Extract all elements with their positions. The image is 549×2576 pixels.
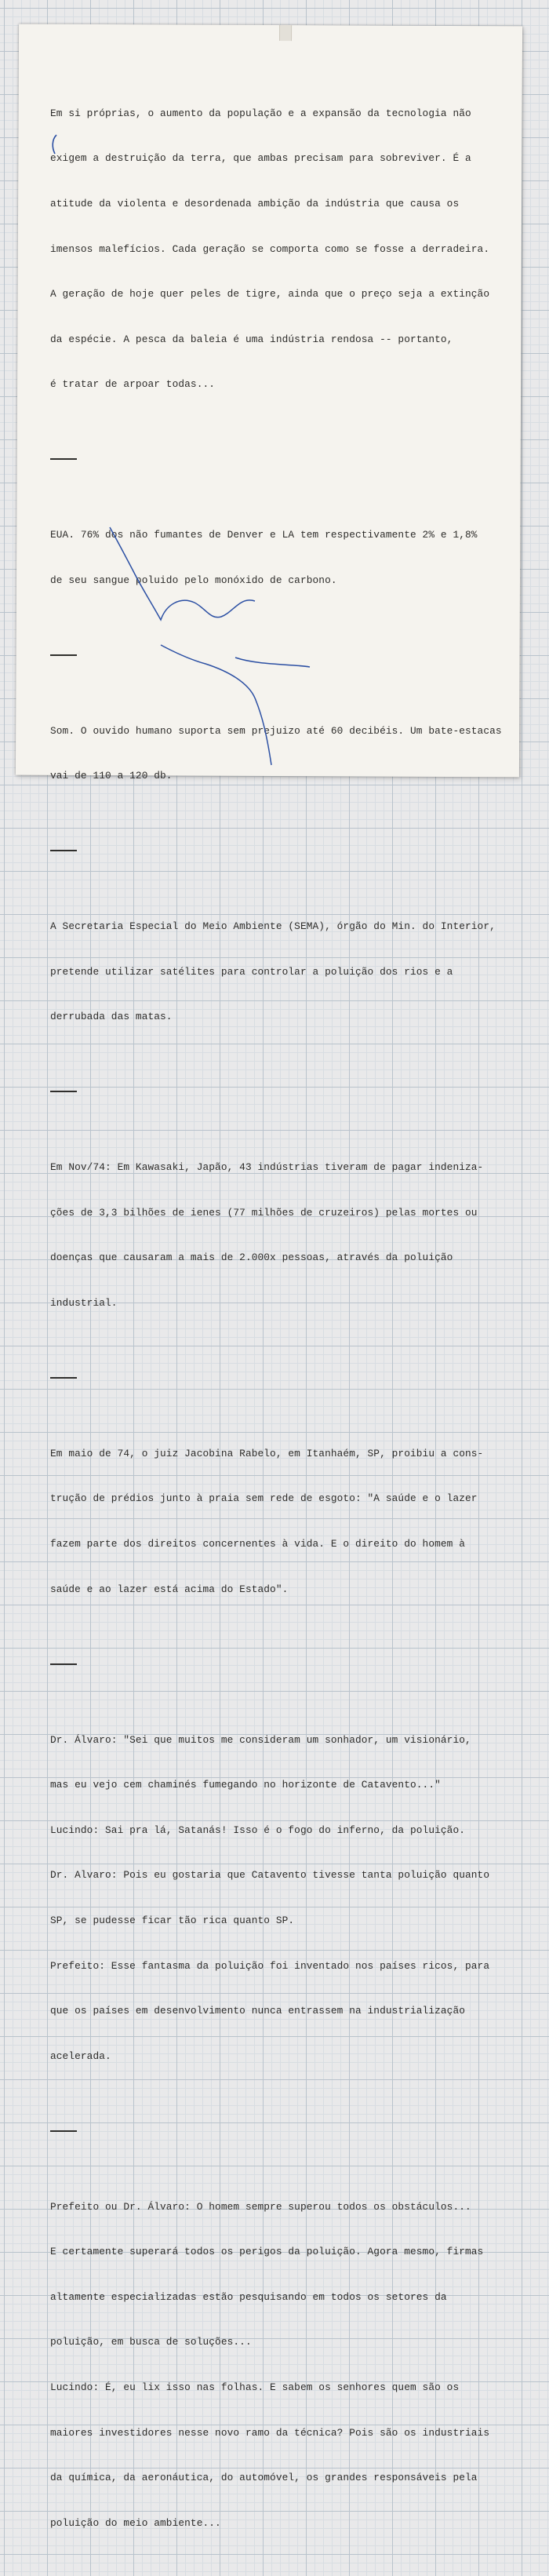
section-divider	[50, 2130, 77, 2132]
paper-tear-notch	[279, 25, 292, 41]
text-line: saúde e ao lazer está acima do Estado".	[50, 1583, 289, 1595]
text-line: vai de 110 a 120 db.	[50, 770, 173, 782]
text-line: da espécie. A pesca da baleia é uma indústria rendosa -- portanto,	[50, 333, 453, 345]
section-divider	[50, 654, 77, 656]
text-line: Prefeito ou Dr. Álvaro: O homem sempre superou todos os obstáculos...	[50, 2200, 471, 2213]
text-line: de seu sangue poluido pelo monóxido de carbono.	[50, 574, 337, 586]
text-line: que os países em desenvolvimento nunca entrassem na industrialização	[50, 2005, 465, 2017]
text-line: EUA. 76% dos não fumantes de Denver e LA tem respectivamente 2% e 1,8%	[50, 529, 478, 541]
section-divider	[50, 458, 77, 460]
text-line: atitude da violenta e desordenada ambição da indústria que causa os	[50, 198, 460, 210]
text-line: doenças que causaram a mais de 2.000x pessoas, através da poluição	[50, 1252, 453, 1264]
text-line: A geração de hoje quer peles de tigre, ainda que o preço seja a extinção	[50, 288, 490, 301]
text-line: Lucindo: É, eu lix isso nas folhas. E sabem os senhores quem são os	[50, 2381, 460, 2394]
paragraph-kawasaki	[50, 1130, 489, 1341]
text-line: ções de 3,3 bilhões de ienes (77 milhões de cruzeiros) pelas mortes ou	[50, 1206, 478, 1219]
text-line: Lucindo: Sai pra lá, Satanás! Isso é o fogo do inferno, da poluição.	[50, 1824, 465, 1836]
text-line: E certamente superará todos os perigos da poluição. Agora mesmo, firmas	[50, 2246, 484, 2258]
paragraph-sema	[50, 889, 496, 1055]
text-line: fazem parte dos direitos concernentes à vida. E o direito do homem à	[50, 1538, 465, 1550]
text-line: altamente especializadas estão pesquisando em todos os setores da	[50, 2290, 447, 2303]
text-line: acelerada.	[50, 2050, 111, 2062]
text-line: mas eu vejo cem chaminés fumegando no horizonte de Catavento..."	[50, 1779, 441, 1791]
paragraph-eua	[50, 497, 489, 618]
paragraph-som	[50, 693, 502, 814]
text-line: Som. O ouvido humano suporta sem prejuizo até 60 decibéis. Um bate-estacas	[50, 724, 502, 737]
text-line: poluição do meio ambiente...	[50, 2516, 221, 2529]
text-line: exigem a destruição da terra, que ambas precisam para sobreviver. É a	[50, 152, 471, 165]
text-line: da química, da aeronáutica, do automóvel, os grandes responsáveis pela	[50, 2472, 478, 2484]
text-line: A Secretaria Especial do Meio Ambiente (SEMA), órgão do Min. do Interior,	[50, 920, 496, 933]
text-line: Prefeito: Esse fantasma da poluição foi inventado nos países ricos, para	[50, 1959, 490, 1972]
text-line: Em Nov/74: Em Kawasaki, Japão, 43 indústrias tiveram de pagar indeniza-	[50, 1161, 484, 1174]
text-line: poluição, em busca de soluções...	[50, 2336, 252, 2348]
text-line: Em maio de 74, o juiz Jacobina Rabelo, em Itanhaém, SP, proibiu a cons-	[50, 1447, 484, 1459]
text-line: é tratar de arpoar todas...	[50, 378, 216, 391]
text-line: maiores investidores nesse novo ramo da técnica? Pois são os industriais	[50, 2426, 490, 2439]
text-line: Em si próprias, o aumento da população e a expansão da tecnologia não	[50, 107, 471, 119]
section-divider	[50, 1091, 77, 1092]
typed-text	[50, 46, 502, 2576]
paragraph-itanhaem	[50, 1416, 489, 1627]
text-line: SP, se pudesse ficar tão rica quanto SP.	[50, 1914, 295, 1926]
section-divider	[50, 850, 77, 851]
paragraph-dialogue-1	[50, 1702, 489, 2093]
text-line: trução de prédios junto à praia sem rede de esgoto: "A saúde e o lazer	[50, 1492, 478, 1505]
text-line: pretende utilizar satélites para controlar a poluição dos rios e a	[50, 965, 453, 978]
section-divider	[50, 1663, 77, 1665]
text-line: industrial.	[50, 1297, 118, 1310]
text-line: Dr. Alvaro: Pois eu gostaria que Catavento tivesse tanta poluição quanto	[50, 1869, 490, 1882]
paragraph-dialogue-2	[50, 2169, 489, 2560]
text-line: imensos malefícios. Cada geração se comporta como se fosse a derradeira.	[50, 242, 490, 255]
text-line: Dr. Álvaro: "Sei que muitos me consideram um sonhador, um visionário,	[50, 1733, 471, 1746]
section-divider	[50, 1377, 77, 1379]
paragraph-intro	[50, 75, 489, 422]
text-line: derrubada das matas.	[50, 1011, 173, 1023]
